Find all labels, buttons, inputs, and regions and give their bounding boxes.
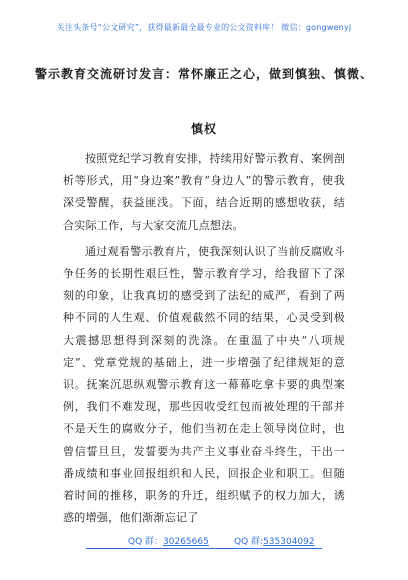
paragraph: 通过观看警示教育片，使我深刻认识了当前反腐败斗争任务的长期性艰巨性，警示教育学习，给我留下了深刻的印象，让我真切的感受到了法纪的威严，看到了两种不同的人生观、价值观截然不同的结果，心灵受到极大震撼思想得到深刻的洗涤。在重温了中央“八项规定”、党章党规的基础上，进一步增强了纪律规矩的意识。抚案沉思纵观警示教育这一幕幕吃拿卡要的典型案例，我们不难发现，那些因收受红包而被处理的干部并不是天生的腐败分子，他们当初在走上领导岗位时，也曾信誓旦旦，发誓要为共产主义事业奋斗终生，干出一番成绩和事业回报组织和人民，回报企业和职工。但随着时间的推移，职务的升迁，组织赋予的权力加大，诱惑的增强，他们渐渐忘记了: [63, 244, 345, 525]
footer-qq-group-2: [234, 534, 315, 547]
header-banner: 关注头条号“公文研究”，获得最新最全最专业的公文资料库！ 微信：gongwenyj: [56, 23, 352, 32]
document-body: [63, 148, 345, 529]
qq-group-2-number[interactable]: 535304092: [263, 537, 315, 547]
paragraph: 按照党纪学习教育安排，持续用好警示教育、案例剖析等形式，用“身边案”教育“身边人”的警示教育，使我深受警醒，获益匪浅。下面，结合近期的感想收获，结合实际工作，与大家交流几点想法。: [63, 152, 345, 232]
qq-group-2-label: QQ 群:: [234, 537, 264, 547]
qq-group-1-label: QQ 群：: [128, 537, 164, 547]
footer-qq-group-1: [128, 534, 209, 547]
document-title-line-1: 警示教育交流研讨发言：常怀廉正之心，做到慎独、慎微、: [34, 67, 373, 81]
footer-divider: [86, 548, 322, 549]
document-title-line-2: 慎权: [190, 122, 217, 136]
qq-group-1-number[interactable]: 30265665: [163, 537, 209, 547]
